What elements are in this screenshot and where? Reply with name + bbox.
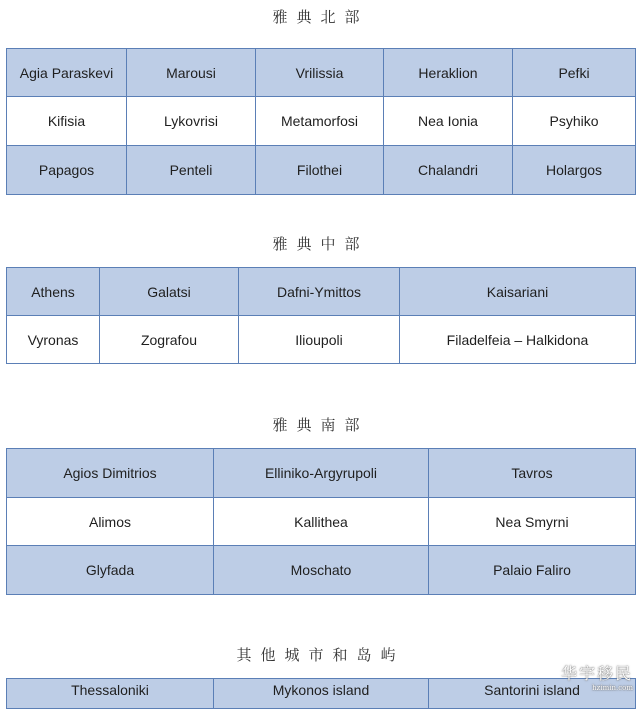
- table-south-athens: [6, 448, 636, 595]
- table-row: [7, 268, 636, 316]
- table-other-cities: [6, 678, 636, 709]
- table-cell: Tavros: [429, 449, 636, 498]
- table-cell: Marousi: [127, 49, 256, 97]
- table-row: [7, 679, 636, 709]
- table-cell: Mykonos island: [214, 679, 429, 709]
- table-cell: Metamorfosi: [256, 97, 384, 146]
- table-north-athens: [6, 48, 636, 195]
- table-cell: Pefki: [513, 49, 636, 97]
- table-cell: Alimos: [7, 498, 214, 546]
- table-cell: Chalandri: [384, 146, 513, 195]
- table-cell: Kifisia: [7, 97, 127, 146]
- section-title-central: 雅典中部: [272, 235, 369, 253]
- watermark-logo: [561, 661, 633, 692]
- table-cell: Filadelfeia – Halkidona: [400, 316, 636, 364]
- table-row: [7, 146, 636, 195]
- table-cell: Dafni-Ymittos: [239, 268, 400, 316]
- watermark-text: 华宇移民: [560, 664, 633, 683]
- section-title-south: 雅典南部: [272, 416, 369, 434]
- table-row: [7, 49, 636, 97]
- table-cell: Holargos: [513, 146, 636, 195]
- table-cell: Galatsi: [100, 268, 239, 316]
- table-cell: Papagos: [7, 146, 127, 195]
- table-cell: Zografou: [100, 316, 239, 364]
- table-cell: Thessaloniki: [7, 679, 214, 709]
- table-cell: Agios Dimitrios: [7, 449, 214, 498]
- section-title-north: 雅典北部: [272, 8, 369, 26]
- table-cell: Psyhiko: [513, 97, 636, 146]
- table-row: [7, 546, 636, 595]
- table-row: [7, 449, 636, 498]
- table-central-athens: [6, 267, 636, 364]
- table-cell: Kaisariani: [400, 268, 636, 316]
- table-cell: Penteli: [127, 146, 256, 195]
- table-cell: Lykovrisi: [127, 97, 256, 146]
- table-cell: Santorini island: [429, 679, 636, 709]
- table-row: [7, 316, 636, 364]
- section-title-other: 其他城市和岛屿: [236, 646, 405, 664]
- table-cell: Vyronas: [7, 316, 100, 364]
- table-cell: Agia Paraskevi: [7, 49, 127, 97]
- table-cell: Moschato: [214, 546, 429, 595]
- table-cell: Heraklion: [384, 49, 513, 97]
- table-cell: Kallithea: [214, 498, 429, 546]
- table-cell: Vrilissia: [256, 49, 384, 97]
- table-cell: Palaio Faliro: [429, 546, 636, 595]
- table-cell: Filothei: [256, 146, 384, 195]
- table-cell: Glyfada: [7, 546, 214, 595]
- table-row: [7, 97, 636, 146]
- table-cell: Nea Smyrni: [429, 498, 636, 546]
- table-row: [7, 498, 636, 546]
- table-cell: Athens: [7, 268, 100, 316]
- table-cell: Nea Ionia: [384, 97, 513, 146]
- table-cell: Ilioupoli: [239, 316, 400, 364]
- watermark-url: hzimin.com: [592, 684, 633, 692]
- table-cell: Elliniko-Argyrupoli: [214, 449, 429, 498]
